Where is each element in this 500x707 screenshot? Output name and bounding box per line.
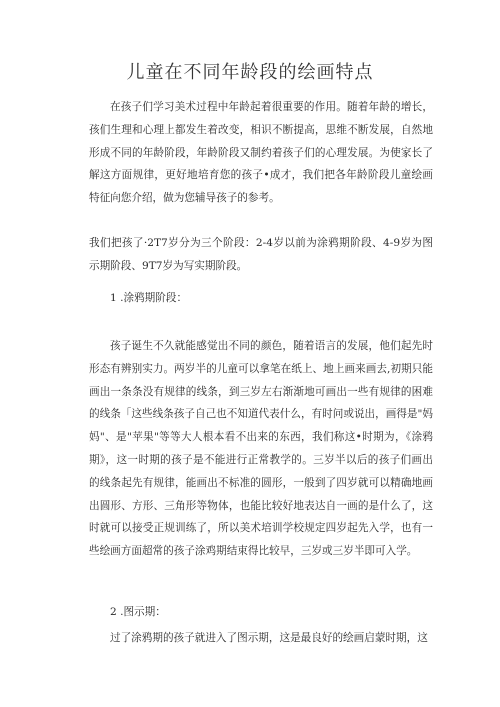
stages-paragraph: 我们把孩了·2T7岁分为三个阶段：2-4岁以前为涂鸦期阶段、4-9岁为图示期阶段、9T7岁为写实期阶段。 bbox=[89, 237, 433, 272]
section-heading-scribble: 1 .涂鸦期阶段： bbox=[110, 292, 188, 304]
intro-paragraph: 在孩子们学习美术过程中年龄起着很重要的作用。随着年龄的增长，孩们生理和心理上都发生着改变，相识不断提高，思维不断发展，自然地形成不同的年龄阶段，年龄阶段又制约着孩子们的心理发展。为使家长了解这方面规律，更好地培育您的孩子•成才，我们把各年龄阶段儿童绘画特征向您介绍，做为您辅导孩子的参考。 bbox=[89, 101, 433, 205]
schematic-paragraph: 过了涂鸦期的孩子就进入了图示期，这是最良好的绘画启蒙时期，这 bbox=[110, 632, 428, 644]
scribble-paragraph: 孩子诞生不久就能感觉出不同的颜色，随着语言的发展，他们起先时形态有辨别实力。两岁半的儿童可以拿笔在纸上、地上画来画去,初期只能画出一条条没有规律的线条，到三岁左右渐渐地可画出一些有规律的困难的线条「这些线条孩子自己也不知道代表什么，有时问或说出，画得是"妈妈"、是"苹果"等等大人根本看不出来的东西，我们称这•时期为，《涂鸦期》，这一时期的孩子是不能进行正常教学的。三岁半以后的孩子们画出的线条起先有规律，能画出不标准的圆形，一般到了四岁就可以精确地画出圆形、方形、三角形等物体，也能比较好地表达自一画的是什么了，这时就可以接受正规训练了，所以美术培训学校规定四岁起先入学，也有一些绘画方面超常的孩子涂鸡期结束得比较早，三岁或三岁半即可入学。 bbox=[89, 340, 433, 558]
section-heading-schematic: 2 .图示期： bbox=[110, 606, 166, 618]
page-title: 儿童在不同年龄段的绘画特点 bbox=[126, 62, 374, 83]
